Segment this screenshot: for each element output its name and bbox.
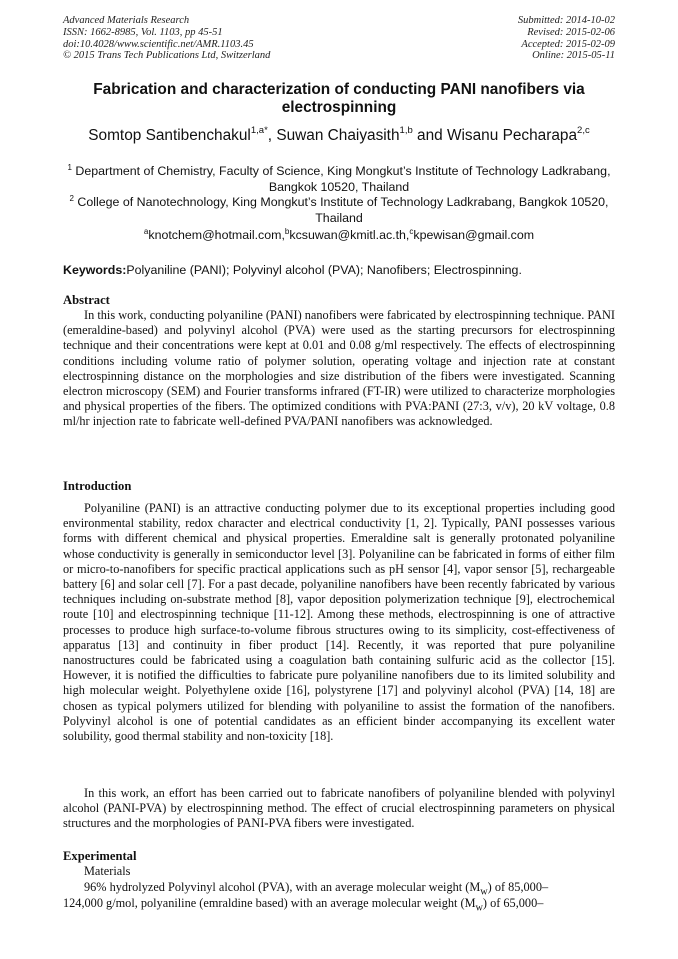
submitted-date: Submitted: 2014-10-02 bbox=[517, 15, 615, 26]
abstract-text: In this work, conducting polyaniline (PANI) nanofibers were fabricated by electrospinning technique. PANI (emeraldine-based) and polyvinyl alcohol (PVA) were used as the starting precursors for electrospinning technique and their concentrations were kept at 0.01 and 0.08 g/ml respectively. The effects of electrospinning conditions including volume ratio of polymer solution, operating voltage and injection rate at constant electrospinning distance on the morphologies and size distribution of the fibers were investigated. Scanning electron microscopy (SEM) and Fourier transforms infrared (FT-IR) were utilized to characterize morphologies and physical properties of the fibers. The optimized conditions with PVA:PANI (27:3, v/v), 20 kV voltage, 0.8 ml/hr injection rate to fabricate well-defined PVA/PANI nanofibers was acknowledged. bbox=[63, 308, 615, 429]
materials-line-2 bbox=[63, 896, 543, 916]
author-name: Somtop Santibenchakul bbox=[88, 127, 251, 144]
email-superscript: b bbox=[284, 226, 290, 236]
email-superscript: a bbox=[143, 226, 149, 236]
subscript: w bbox=[480, 886, 488, 898]
materials-text: ) of 85,000– bbox=[487, 880, 549, 894]
journal-name: Advanced Materials Research bbox=[63, 15, 190, 26]
paper-title: Fabrication and characterization of conducting PANI nanofibers via electrospinning bbox=[93, 81, 585, 116]
keywords bbox=[63, 263, 623, 278]
introduction-heading: Introduction bbox=[63, 479, 132, 493]
affiliation-text: College of Nanotechnology, King Mongkut’s Institute of Technology Ladkrabang, Bangkok 10520, Thailand bbox=[77, 195, 609, 225]
author-superscript: 2,c bbox=[577, 124, 590, 136]
online-date: Online: 2015-05-11 bbox=[532, 50, 615, 62]
keywords-text: Polyaniline (PANI); Polyvinyl alcohol (PVA); Nanofibers; Electrospinning. bbox=[126, 263, 522, 277]
journal-info bbox=[63, 15, 270, 62]
revised-date: Revised: 2015-02-06 bbox=[527, 26, 615, 38]
issn-line: ISSN: 1662-8985, Vol. 1103, pp 45-51 bbox=[63, 26, 223, 38]
materials-subheading: Materials bbox=[84, 864, 131, 878]
email-address[interactable]: kpewisan@gmail.com bbox=[413, 228, 535, 242]
author-superscript: 1,b bbox=[399, 124, 413, 136]
subscript: w bbox=[475, 902, 483, 914]
materials-text: 96% hydrolyzed Polyvinyl alcohol (PVA), with an average molecular weight (M bbox=[84, 880, 481, 894]
keywords-label: Keywords: bbox=[63, 263, 127, 277]
affiliation-number: 1 bbox=[67, 162, 72, 172]
author-name: Suwan Chaiyasith bbox=[276, 127, 400, 144]
author-superscript: 1,a* bbox=[250, 124, 268, 136]
experimental-heading: Experimental bbox=[63, 849, 137, 863]
email-address[interactable]: kcsuwan@kmitl.ac.th, bbox=[289, 228, 410, 242]
affiliation-text: Department of Chemistry, Faculty of Science, King Mongkut’s Institute of Technology Ladkrabang, Bangkok 10520, Thailand bbox=[75, 164, 611, 194]
materials-text: 124,000 g/mol, polyaniline (emraldine based) with an average molecular weight (M bbox=[63, 896, 476, 910]
materials-text: ) of 65,000– bbox=[482, 896, 544, 910]
author-name: Wisanu Pecharapa bbox=[446, 127, 578, 144]
publication-dates bbox=[518, 15, 615, 62]
affiliation-1 bbox=[58, 164, 620, 195]
email-superscript: c bbox=[409, 226, 414, 236]
introduction-paragraph-1: Polyaniline (PANI) is an attractive conducting polymer due to its exceptional properties including good environmental stability, redox character and electrical conductivity [1, 2]. Typically, PANI possesses various forms with different chemical and physical properties. Emeraldine salt is generally protonated polyaniline whose conductivity is generally in semiconductor level [3]. Polyaniline can be fabricated in forms of either film or micro-to-nanofibers for specific practical applications such as pH sensor [4], vapor sensor [5], rechargeable battery [6] and solar cell [7]. For a past decade, polyaniline nanofibers have been recently fabricated by various techniques including on-substrate method [8], vapor deposition polymerization technique [9], electrochemical route [10] and electrospinning technique [11-12]. Among these methods, electrospinning is one of attractive processes to produce high surface-to-volume fibrous structures owing to its simplicity, cost-effectiveness of apparatus [13] and continuity in fiber product [14]. Recently, it was reported that pure polyaniline nanostructures could be fabricated using a coagulation bath containing sulfuric acid as the collector [15]. However, it is notified the difficulties to fabricate pure polyaniline nanofibers due to its limited solubility and high molecular weight. Polyethylene oxide [16], polystyrene [17] and polyvinyl alcohol (PVA) [14, 18] are chosen as typical polymers utilized for blending with polyaniline to assist the formation of the nanofibers. Polyvinyl alcohol is one of potential candidates as an efficient binder accompanying its excellent water solubility, good thermal stability and non-toxicity [18]. bbox=[63, 501, 615, 744]
abstract-heading: Abstract bbox=[63, 293, 110, 307]
email-address[interactable]: knotchem@hotmail.com, bbox=[148, 228, 285, 242]
doi-line: doi:10.4028/www.scientific.net/AMR.1103.45 bbox=[63, 38, 254, 50]
affiliation-2 bbox=[58, 195, 620, 226]
affiliation-number: 2 bbox=[69, 193, 74, 203]
copyright-line: © 2015 Trans Tech Publications Ltd, Switzerland bbox=[63, 50, 271, 62]
author-emails bbox=[58, 228, 620, 244]
author-list: Somtop Santibenchakul$^{1,a*}$, Suwan Chaiyasith$^{1,b}$ and Wisanu Pecharapa$^{2,c}$ bbox=[88, 124, 590, 144]
introduction-paragraph-2: In this work, an effort has been carried out to fabricate nanofibers of polyaniline blended with polyvinyl alcohol (PANI-PVA) by electrospinning method. The effect of crucial electrospinning parameters on physical structures and the morphologies of PANI-PVA fibers were investigated. bbox=[63, 786, 615, 831]
accepted-date: Accepted: 2015-02-09 bbox=[521, 38, 615, 50]
